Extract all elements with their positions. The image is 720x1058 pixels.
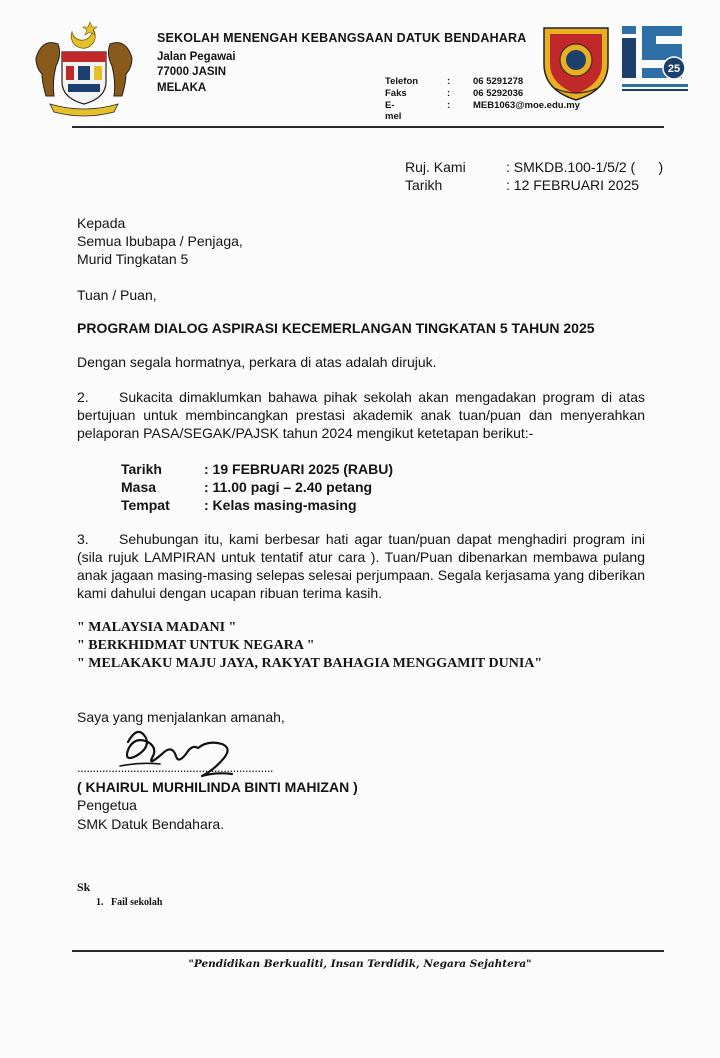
contact-label: Faks: [385, 88, 407, 99]
subject-heading: PROGRAM DIALOG ASPIRASI KECEMERLANGAN TINGKATAN 5 TAHUN 2025: [77, 320, 595, 336]
school-crest-logo: [540, 22, 612, 102]
detail-value-tarikh: : 19 FEBRUARI 2025 (RABU): [204, 461, 394, 477]
footer-divider: [72, 950, 664, 952]
paragraph-3-text: Sehubungan itu, kami berbesar hati agar tuan/puan dapat menghadiri program ini (sila rujuk LAMPIRAN untuk tentatif atur cara ). Tuan/Puan dibenarkan membawa pulang anak jagaan masing-masing selepas selesai perjumpaan. Segala kerjasama yang diberikan kami dahului dengan ucapan ribuan terima kasih.: [77, 531, 645, 601]
date-value: : 12 FEBRUARI 2025: [506, 177, 640, 193]
contact-sep: :: [447, 100, 451, 111]
signatory-school: SMK Datuk Bendahara.: [77, 816, 225, 832]
paragraph-3: [77, 530, 645, 602]
address-line-2: 77000 JASIN: [157, 66, 227, 78]
contact-label: Telefon: [385, 76, 419, 87]
recipient-line-1: Semua Ibubapa / Penjaga,: [77, 233, 243, 249]
contact-phone: 06 5291278: [473, 76, 524, 87]
paragraph-1: Dengan segala hormatnya, perkara di atas adalah dirujuk.: [77, 354, 437, 370]
cc-item-1: 1. Fail sekolah: [96, 897, 163, 908]
detail-label-tempat: Tempat: [121, 497, 170, 513]
signature-dots: ...............................................................: [77, 760, 274, 775]
malaysia-coat-of-arms-logo: [28, 18, 140, 118]
motto-2: " BERKHIDMAT UNTUK NEGARA ": [77, 638, 315, 653]
paragraph-2-text: Sukacita dimaklumkan bahawa pihak sekolah akan mengadakan program di atas bertujuan untuk membincangkan prestasi akademik anak tuan/puan dan menyerahkan pelaporan PASA/SEGAK/PAJSK tahun 2024 mengikut ketetapan berikut:-: [77, 389, 645, 441]
school-name: SEKOLAH MENENGAH KEBANGSAAN DATUK BENDAHARA: [157, 31, 527, 45]
date-label: Tarikh: [405, 177, 443, 193]
contact-sep: :: [447, 76, 451, 87]
detail-value-masa: : 11.00 pagi – 2.40 petang: [204, 479, 373, 495]
paragraph-3-number: 3.: [77, 531, 89, 547]
footer-motto: "Pendidikan Berkualiti, Insan Terdidik, Negara Sejahtera": [188, 958, 532, 970]
motto-1: " MALAYSIA MADANI ": [77, 620, 237, 635]
contact-label: E-mel: [385, 100, 402, 122]
signatory-position: Pengetua: [77, 797, 137, 813]
ref-label: Ruj. Kami: [405, 159, 466, 175]
paragraph-2-number: 2.: [77, 389, 89, 405]
detail-value-tempat: : Kelas masing-masing: [204, 497, 357, 513]
detail-label-masa: Masa: [121, 479, 157, 495]
paragraph-2: [77, 388, 645, 442]
address-line-1: Jalan Pegawai: [157, 51, 236, 63]
cc-label: Sk: [77, 880, 91, 894]
closing-phrase: Saya yang menjalankan amanah,: [77, 709, 285, 725]
recipient-kepada: Kepada: [77, 215, 126, 231]
recipient-line-2: Murid Tingkatan 5: [77, 251, 189, 267]
contact-sep: :: [447, 88, 451, 99]
ref-value: : SMKDB.100-1/5/2 ( ): [506, 159, 664, 175]
contact-fax: 06 5292036: [473, 88, 524, 99]
anniversary-badge-logo: [620, 22, 690, 94]
motto-3: " MELAKAKU MAJU JAYA, RAKYAT BAHAGIA MENGGAMIT DUNIA": [77, 656, 543, 671]
salutation: Tuan / Puan,: [77, 287, 157, 303]
signatory-name: ( KHAIRUL MURHILINDA BINTI MAHIZAN ): [77, 779, 358, 795]
header-divider: [72, 126, 664, 128]
detail-label-tarikh: Tarikh: [121, 461, 162, 477]
contact-email: MEB1063@moe.edu.my: [473, 100, 580, 111]
badge-number: 25: [667, 63, 681, 75]
address-line-3: MELAKA: [157, 82, 207, 94]
